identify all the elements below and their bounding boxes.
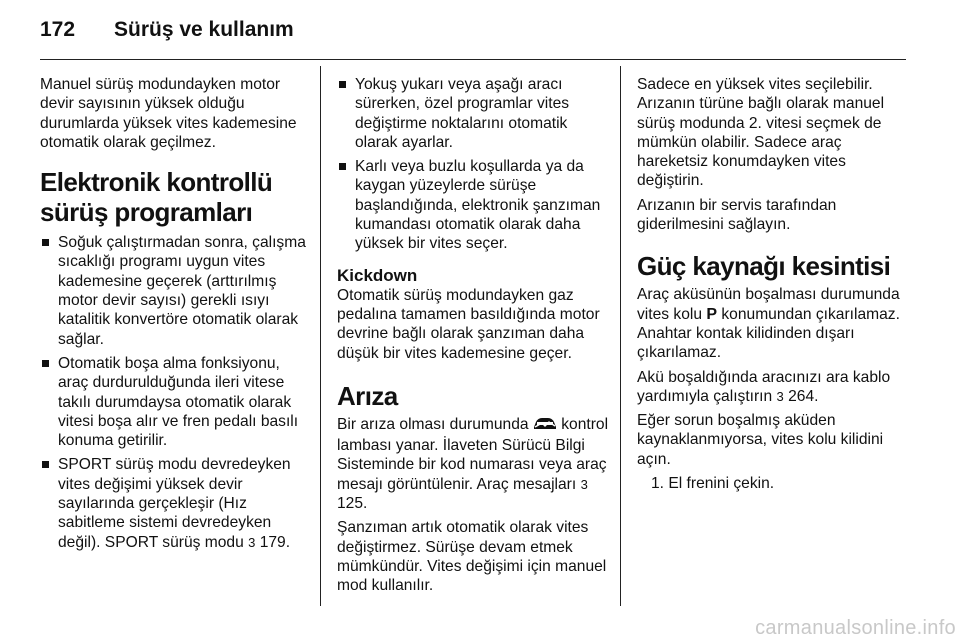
page-number: 172 <box>40 18 76 41</box>
list-item <box>637 474 909 493</box>
column-divider-1 <box>320 66 321 606</box>
fault-paragraph <box>337 415 609 513</box>
page-reference-icon: 3 <box>776 388 784 404</box>
watermark: carmanualsonline.info <box>755 617 956 639</box>
heading-kickdown: Kickdown <box>337 265 418 285</box>
column-3 <box>637 75 909 493</box>
unlock-paragraph: Eğer sorun boşalmış aküden kaynaklanmıyorsa, vites kolu kilidini açın. <box>637 412 884 468</box>
battery-paragraph <box>637 285 909 362</box>
page-reference[interactable]: 179. <box>259 533 291 551</box>
step-text: El frenini çekin. <box>668 475 775 493</box>
car-warning-icon <box>533 417 557 436</box>
heading-electronic-programs: Elektronik kontrollü sürüş programları <box>40 167 273 228</box>
step-number: 1. <box>651 475 665 493</box>
intro-paragraph: Manuel sürüş modundayken motor devir sayısının yüksek olduğu durumlarda yüksek vites kademesine otomatik olarak geçilmez. <box>40 76 297 151</box>
page-reference-icon: 3 <box>248 534 256 550</box>
list-item <box>40 455 312 551</box>
kickdown-paragraph: Otomatik sürüş modundayken gaz pedalına tamamen basıldığında motor devrine bağlı olarak şanzıman daha düşük bir vites kademesine geçer. <box>337 286 600 362</box>
header-rule <box>40 59 906 60</box>
program-list <box>40 233 312 552</box>
steps-list <box>637 474 909 493</box>
list-item: Otomatik boşa alma fonksiyonu, araç durdurulduğunda ileri vitese takılı durumdaysa otomatik olarak vitesi boşa alır ve fren pedalı basılı konuma getirilir. <box>40 354 312 450</box>
column-divider-2 <box>620 66 621 606</box>
fault-text-a: Bir arıza olması durumunda <box>337 415 529 433</box>
fault-text-b: kontrol lambası yanar. İlaveten Sürücü Bilgi Sisteminde bir kod numarası veya araç mesajı görüntülenir. Araç mesajları <box>337 415 609 493</box>
page-reference[interactable]: 264. <box>788 387 819 405</box>
list-item: Soğuk çalıştırmadan sonra, çalışma sıcaklığı programı uygun vites kademesine geçerek (arttırılmış motor devir sayısı) gerekli ısıyı katalitik konvertöre otomatik olarak sağlar. <box>40 233 312 349</box>
gear-p-symbol: P <box>706 305 718 323</box>
page-reference-icon: 3 <box>580 476 588 492</box>
list-item: Yokuş yukarı veya aşağı aracı sürerken, özel programlar vites değiştirme noktalarını otomatik olarak ayarlar. <box>337 75 609 152</box>
heading-power-interruption: Güç kaynağı kesintisi <box>637 251 891 282</box>
page-reference[interactable]: 125. <box>337 495 368 513</box>
transmission-paragraph: Şanzıman artık otomatik olarak vites değiştirmez. Sürüşe devam etmek mümkündür. Vites değişimi için manuel mod kullanılır. <box>337 519 607 595</box>
section-title: Sürüş ve kullanım <box>114 18 294 41</box>
column-2 <box>337 75 609 601</box>
list-item-text: SPORT sürüş modu devredeyken vites değişimi yüksek devir sayılarında gerçekleşir (Hız sabitleme sistemi devredeyken değil). SPORT sürüş modu <box>58 456 291 551</box>
battery-text-b: konumundan çıkarılamaz. Anahtar kontak kilidinden dışarı çıkarılamaz. <box>637 305 900 362</box>
list-item: Karlı veya buzlu koşullarda ya da kaygan yüzeylerde sürüşe başlandığında, elektronik şanzıman kumandası otomatik olarak daha yüksek bir vites seçer. <box>337 157 609 253</box>
service-paragraph: Arızanın bir servis tarafından giderilmesini sağlayın. <box>637 196 837 234</box>
program-list-continued <box>337 75 609 254</box>
jumpstart-text: Akü boşaldığında aracınızı ara kablo yardımıyla çalıştırın <box>637 368 891 405</box>
jumpstart-paragraph <box>637 368 909 407</box>
gear-paragraph: Sadece en yüksek vites seçilebilir. Arızanın türüne bağlı olarak manuel sürüş modunda 2. vitesi seçmek de mümkün olabilir. Sadece araç hareketsiz konumdayken vites değiştirin. <box>637 76 885 190</box>
heading-fault: Arıza <box>337 380 398 411</box>
column-1 <box>40 75 312 557</box>
battery-text-a: Araç aküsünün boşalması durumunda vites kolu <box>637 286 900 323</box>
